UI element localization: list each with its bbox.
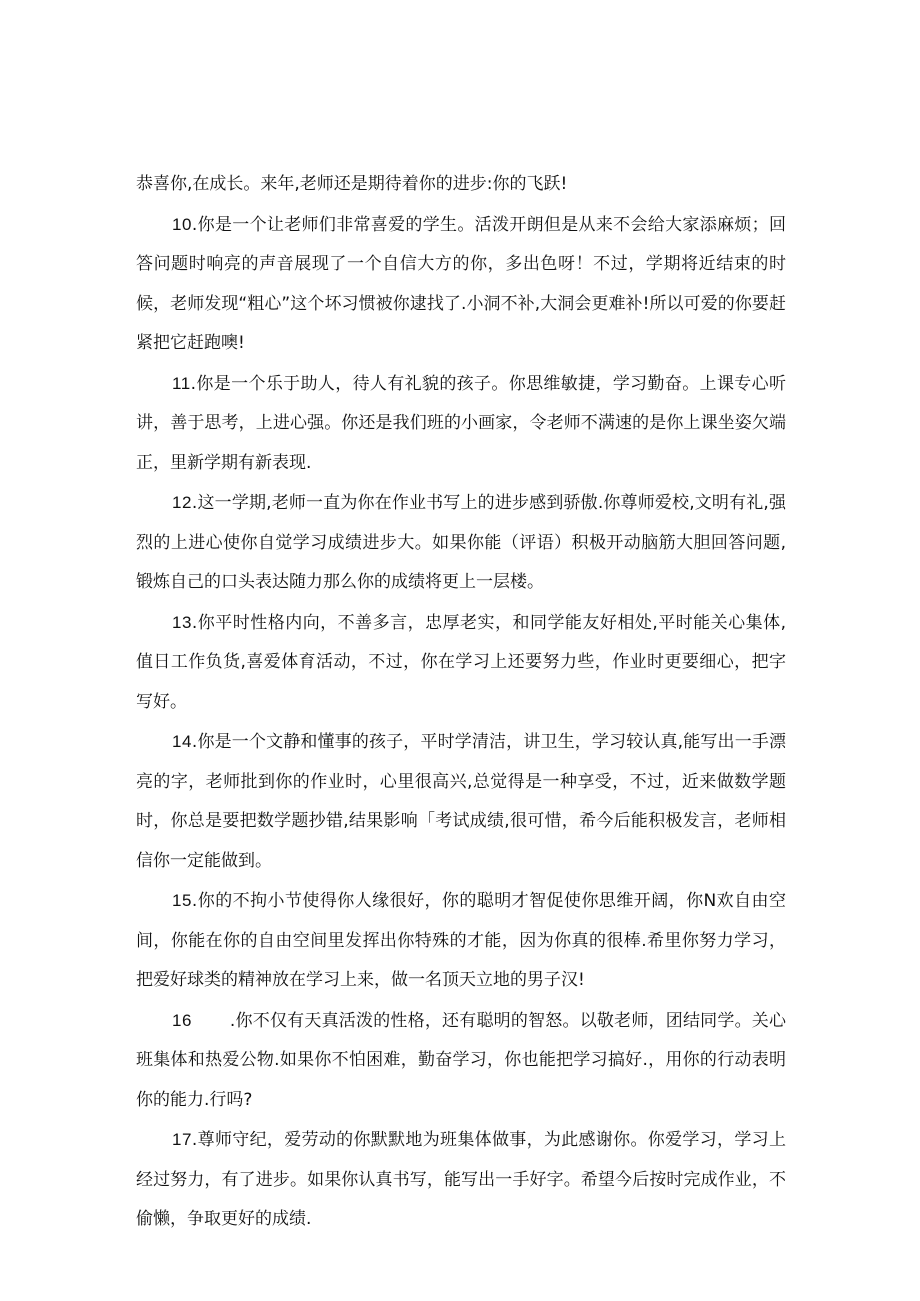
paragraph-10 bbox=[136, 205, 786, 364]
paragraph-number: 12 bbox=[172, 493, 192, 512]
paragraph-text: .你是一个让老师们非常喜爱的学生。活泼开朗但是从来不会给大家添麻烦；回答问题时响亮的声音展现了一个自信大方的你，多出色呀！不过，学期将近结束的时候，老师发现“粗心”这个坏习惯被你逮找了.小洞不补,大洞会更难补!所以可爱的你要赶紧把它赶跑噢! bbox=[136, 214, 786, 353]
paragraph-number: 11 bbox=[172, 373, 191, 393]
paragraph-number: 14 bbox=[172, 732, 192, 751]
paragraph-continued bbox=[136, 165, 786, 205]
paragraph-number: 17 bbox=[172, 1130, 192, 1149]
paragraph-13 bbox=[136, 603, 786, 723]
paragraph-text: .你平时性格内向，不善多言，忠厚老实，和同学能友好相处,平时能关心集体,值日工作负货,喜爱体育活动，不过，你在学习上还要努力些，作业时更要细心，把字写好。 bbox=[136, 612, 786, 712]
paragraph-17 bbox=[136, 1120, 786, 1240]
paragraph-text: .你的不拘小节使得你人缘很好，你的聪明才智促使你思维开阔，你N欢自由空间，你能在你的自由空间里发挥出你特殊的才能，因为你真的很棒.希里你努力学习，把爱好球类的精神放在学习上来，做一名顶天立地的男子汉! bbox=[136, 891, 786, 990]
paragraph-16 bbox=[136, 1001, 786, 1121]
paragraph-number: 13 bbox=[172, 612, 192, 632]
paragraph-12 bbox=[136, 483, 786, 603]
paragraph-15 bbox=[136, 881, 786, 1001]
document-body bbox=[136, 165, 786, 1240]
paragraph-text: 恭喜你,在成长。来年,老师还是期待着你的进步:你的飞跃! bbox=[136, 174, 568, 194]
paragraph-11 bbox=[136, 364, 786, 484]
paragraph-number: 16 bbox=[172, 1010, 192, 1030]
paragraph-number: 10 bbox=[172, 214, 192, 234]
paragraph-text: .这一学期,老师一直为你在作业书写上的进步感到骄傲.你尊师爱校,文明有礼,强烈的上进心使你自觉学习成绩进步大。如果你能（评语）积极开动脑筋大胆回答问题,锻炼自己的口头表达随力那么你的成绩将更上一层楼。 bbox=[136, 493, 786, 592]
paragraph-text: .你是一个乐于助人，待人有礼貌的孩子。你思维敏捷，学习勤奋。上课专心听讲，善于思考，上进心强。你还是我们班的小画家，令老师不满速的是你上课坐姿欠端正，里新学期有新表现. bbox=[136, 373, 786, 473]
paragraph-text: .你不仅有天真活泼的性格，还有聪明的智怒。以敬老师，团结同学。关心班集体和热爱公物.如果你不怕困难，勤奋学习，你也能把学习搞好.，用你的行动表明你的能力.行吗? bbox=[136, 1010, 786, 1110]
paragraph-text: .尊师守纪，爱劳动的你默默地为班集体做事，为此感谢你。你爱学习，学习上经过努力，有了进步。如果你认真书写，能写出一手好字。希望今后按时完成作业，不偷懒，争取更好的成绩. bbox=[136, 1130, 786, 1229]
paragraph-number: 15 bbox=[172, 891, 192, 910]
paragraph-14 bbox=[136, 722, 786, 881]
paragraph-text: .你是一个文静和懂事的孩子，平时学清洁，讲卫生，学习较认真,能写出一手漂亮的字，老师批到你的作业时，心里很高兴,总觉得是一种享受，不过，近来做数学题时，你总是要把数学题抄错,结果影响「考试成绩,很可惜，希今后能积极发言，老师相信你一定能做到。 bbox=[136, 732, 786, 871]
